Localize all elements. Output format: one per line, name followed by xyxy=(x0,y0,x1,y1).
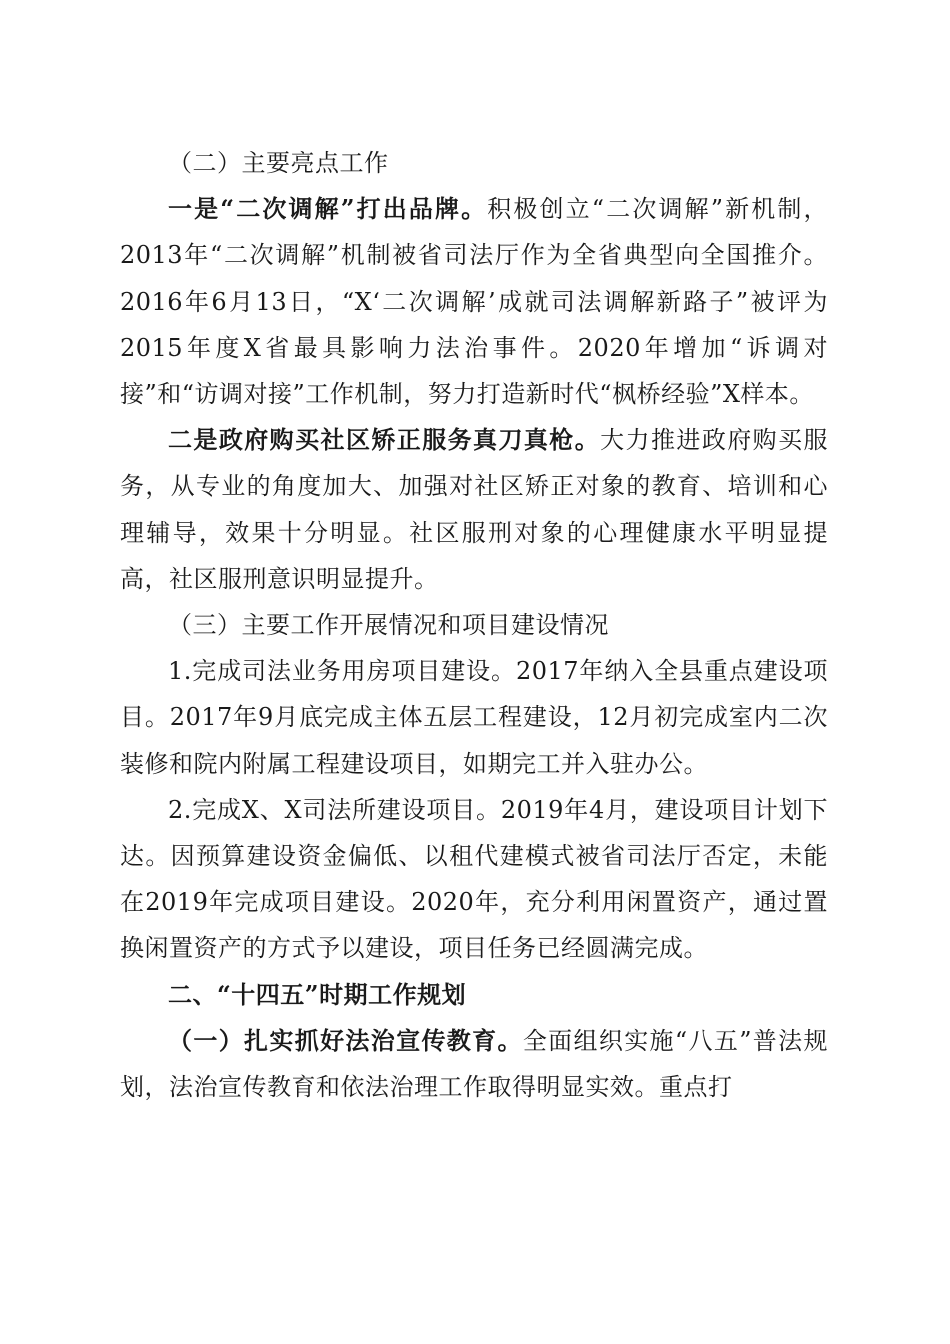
paragraph-item-1: 1.完成司法业务用房项目建设。2017年纳入全县重点建设项目。2017年9月底完成主体五层工程建设，12月初完成室内二次装修和院内附属工程建设项目，如期完工并入驻办公。 xyxy=(120,657,828,778)
paragraph-lead: 二是政府购买社区矫正服务真刀真枪。 xyxy=(168,425,601,455)
paragraph-community-correction xyxy=(120,417,828,602)
paragraph-item-2: 2.完成X、X司法所建设项目。2019年4月，建设项目计划下达。因预算建设资金偏低、以租代建模式被省司法厅否定，未能在2019年完成项目建设。2020年，充分利用闲置资产，通过置换闲置资产的方式予以建设，项目任务已经圆满完成。 xyxy=(120,795,828,963)
heading-14th-plan: 二、“十四五”时期工作规划 xyxy=(168,979,467,1009)
paragraph-text: 积极创立“二次调解”新机制，2013年“二次调解”机制被省司法厅作为全省典型向全国推介。2016年6月13日，“X‘二次调解’成就司法调解新路子”被评为2015年度X省最具影响力法治事件。2020年增加“诉调对接”和“访调对接”工作机制，努力打造新时代“枫桥经验”X样本。 xyxy=(120,195,828,409)
paragraph-mediation xyxy=(120,186,828,417)
paragraph-text: 大力推进政府购买服务，从专业的角度加大、加强对社区矫正对象的教育、培训和心理辅导，效果十分明显。社区服刑对象的心理健康水平明显提高，社区服刑意识明显提升。 xyxy=(120,426,828,593)
document-body xyxy=(120,140,828,1110)
paragraph-legal-education xyxy=(120,1018,828,1110)
paragraph-lead: 一是“二次调解”打出品牌。 xyxy=(168,194,488,224)
subheading-work-projects: （三）主要工作开展情况和项目建设情况 xyxy=(168,611,609,640)
paragraph-text: 全面组织实施“八五”普法规划，法治宣传教育和依法治理工作取得明显实效。重点打 xyxy=(120,1026,828,1102)
paragraph-lead: （一）扎实抓好法治宣传教育。 xyxy=(168,1025,523,1055)
subheading-highlights: （二）主要亮点工作 xyxy=(168,149,389,177)
